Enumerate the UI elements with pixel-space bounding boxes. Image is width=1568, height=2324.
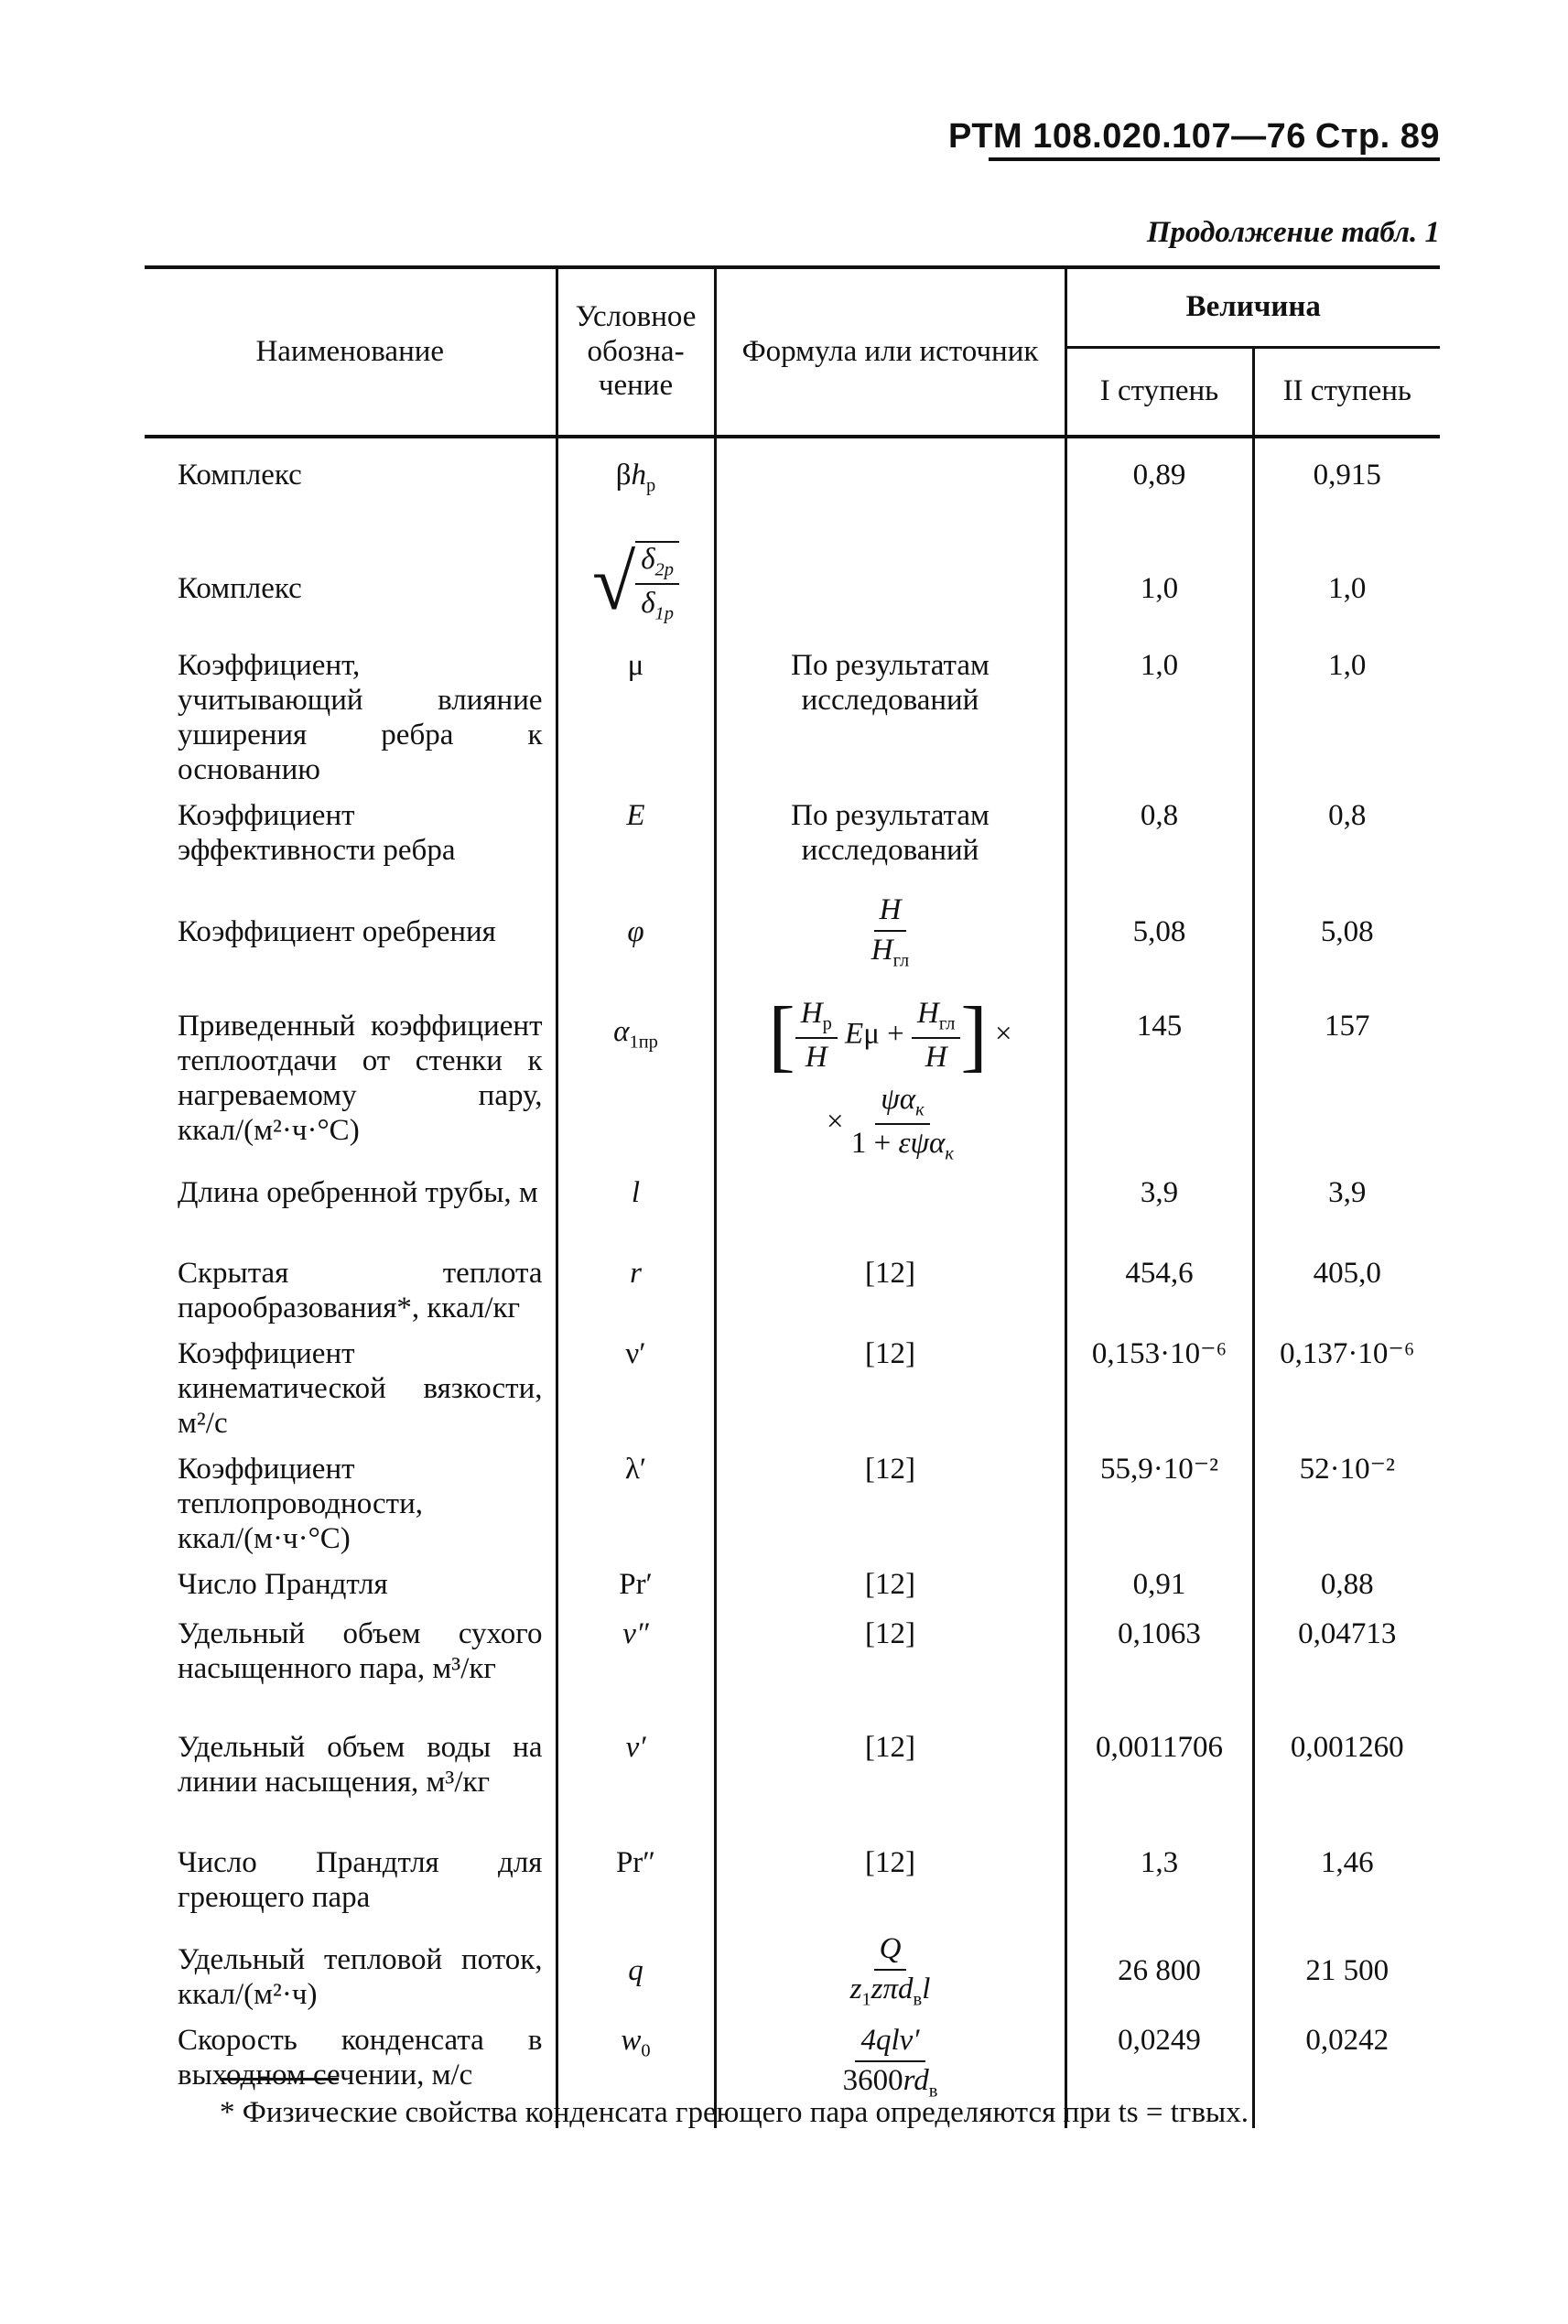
row-formula: $\frac{Q}{z_1z\pi d_вl}$ (715, 1925, 1065, 2018)
row-formula: [12] (715, 1562, 1065, 1612)
row-value-stage1: 454,6 (1065, 1251, 1253, 1332)
row-name: Комплекс (178, 459, 302, 492)
row-value-stage2: 1,46 (1253, 1841, 1440, 1925)
row-value-stage1: 0,0249 (1065, 2018, 1253, 2128)
header-formula-label: Формула или источник (741, 334, 1039, 368)
row-value-stage1: 55,9·10⁻² (1065, 1447, 1253, 1562)
parameters-table-container (145, 265, 1440, 2128)
row-value-stage2: 0,915 (1253, 437, 1440, 535)
table-continuation-label: Продолжение табл. 1 (1146, 216, 1440, 249)
row-value-stage2: 1,0 (1253, 535, 1440, 643)
row-symbol: φ (557, 878, 715, 988)
row-symbol: Pr′ (557, 1562, 715, 1612)
row-value-stage1: 0,89 (1065, 437, 1253, 535)
table-row (145, 1171, 1440, 1251)
row-value-stage2: 5,08 (1253, 878, 1440, 988)
row-symbol: v′ (557, 1725, 715, 1841)
row-name: Удельный объем сухого насыщенного пара, м³/кг (178, 1616, 543, 1685)
table-row (145, 1562, 1440, 1612)
header-symbol-label: Условное обозна-чение (575, 299, 697, 403)
row-value-stage1: 0,153·10⁻⁶ (1065, 1332, 1253, 1447)
table-row (145, 1841, 1440, 1925)
row-formula (715, 1171, 1065, 1251)
row-formula: [ $\frac{H_p}{H}$ Eμ + $\frac{H_{гл}}{H}$ ] × × $\frac{\psi\alpha_к}{1 + \varepsilon\psi\alpha_к}$ (715, 988, 1065, 1171)
header-name: Наименование (145, 267, 557, 437)
row-symbol: l (557, 1171, 715, 1251)
row-name: Коэффициент эффективности ребра (178, 798, 456, 867)
table-row (145, 643, 1440, 794)
row-symbol: q (557, 1925, 715, 2018)
row-formula (715, 437, 1065, 535)
row-formula (715, 535, 1065, 643)
row-name: Число Прандтля для греющего пара (178, 1845, 543, 1914)
row-value-stage1: 0,1063 (1065, 1612, 1253, 1725)
row-name: Коэффициент, учитывающий влияние уширения ребра к основанию (178, 649, 543, 786)
row-name: Длина оребренной трубы, м (178, 1176, 538, 1210)
row-value-stage1: 26 800 (1065, 1925, 1253, 2018)
row-value-stage2: 0,001260 (1253, 1725, 1440, 1841)
table-row (145, 535, 1440, 643)
row-formula: [12] (715, 1841, 1065, 1925)
page-header (948, 117, 1440, 157)
row-value-stage1: 145 (1065, 988, 1253, 1171)
row-value-stage1: 1,0 (1065, 535, 1253, 643)
document-code: РТМ 108.020.107—76 (947, 117, 1306, 156)
row-name: Коэффициент оребрения (178, 914, 496, 948)
row-name: Удельный объем воды на линии насыщения, м³/кг (178, 1730, 543, 1799)
row-symbol: E (557, 794, 715, 878)
header-stage-1: I ступень (1065, 348, 1253, 438)
row-value-stage2: 1,0 (1253, 643, 1440, 794)
table-row (145, 878, 1440, 988)
table-row (145, 1725, 1440, 1841)
row-value-stage1: 0,0011706 (1065, 1725, 1253, 1841)
page-number: Стр. 89 (1314, 117, 1440, 156)
row-value-stage1: 3,9 (1065, 1171, 1253, 1251)
table-row (145, 988, 1440, 1171)
row-value-stage2: 157 (1253, 988, 1440, 1171)
row-symbol: $\beta h_p$ (557, 437, 715, 535)
row-value-stage1: 0,91 (1065, 1562, 1253, 1612)
row-symbol: r (557, 1251, 715, 1332)
row-name: Приведенный коэффициент теплоотдачи от стенки к нагреваемому пару, ккал/(м²·ч·°C) (178, 1009, 543, 1147)
row-symbol: $\alpha_{1пр}$ (557, 988, 715, 1171)
row-value-stage2: 0,88 (1253, 1562, 1440, 1612)
row-formula: По результатам исследований (715, 643, 1065, 794)
footnote-text: * Физические свойства конденсата греющего пара определяются при ts = tгвых. (220, 2096, 1249, 2129)
header-formula (715, 267, 1065, 437)
row-value-stage1: 5,08 (1065, 878, 1253, 988)
row-formula: По результатам исследований (715, 794, 1065, 878)
table-row (145, 437, 1440, 535)
row-name: Скрытая теплота парообразования*, ккал/кг (178, 1257, 543, 1324)
row-symbol: λ′ (557, 1447, 715, 1562)
header-stage-2: II ступень (1253, 348, 1440, 438)
row-symbol: √ $\frac{\delta_{2p}}{\delta_{1p}}$ (557, 535, 715, 643)
row-symbol: ν′ (557, 1332, 715, 1447)
row-value-stage2: 0,04713 (1253, 1612, 1440, 1725)
footnote-rule (220, 2078, 339, 2081)
row-value-stage2: 0,8 (1253, 794, 1440, 878)
row-name: Удельный тепловой поток, ккал/(м²·ч) (178, 1942, 543, 2011)
header-value: Величина (1065, 267, 1440, 348)
row-symbol: Pr″ (557, 1841, 715, 1925)
row-formula: [12] (715, 1332, 1065, 1447)
header-symbol (557, 267, 715, 437)
table-row (145, 1612, 1440, 1725)
row-value-stage1: 1,3 (1065, 1841, 1253, 1925)
footnote (145, 2092, 1440, 2134)
row-name: Коэффициент теплопроводности, ккал/(м·ч·°C) (178, 1452, 424, 1555)
header-rule (989, 157, 1440, 161)
row-formula: [12] (715, 1251, 1065, 1332)
row-name: Число Прандтля (178, 1567, 388, 1601)
table-row (145, 1332, 1440, 1447)
row-name: Коэффициент кинематической вязкости, м²/с (178, 1337, 543, 1440)
row-name: Скорость конденсата в выходном сечении, м/с (178, 2023, 543, 2092)
row-value-stage2: 0,0242 (1253, 2018, 1440, 2128)
table-row (145, 1447, 1440, 1562)
table-row (145, 794, 1440, 878)
row-symbol: $w_0$ (557, 2018, 715, 2128)
row-value-stage1: 0,8 (1065, 794, 1253, 878)
row-value-stage2: 0,137·10⁻⁶ (1253, 1332, 1440, 1447)
row-value-stage2: 405,0 (1253, 1251, 1440, 1332)
row-value-stage1: 1,0 (1065, 643, 1253, 794)
table-row (145, 1925, 1440, 2018)
row-value-stage2: 21 500 (1253, 1925, 1440, 2018)
row-formula: $\frac{H}{H_{гл}}$ (715, 878, 1065, 988)
row-value-stage2: 3,9 (1253, 1171, 1440, 1251)
row-formula: [12] (715, 1725, 1065, 1841)
parameters-table (145, 265, 1440, 2128)
row-symbol: μ (557, 643, 715, 794)
row-formula: $\frac{\text{4qlv′}}{3600rd_в}$ (715, 2018, 1065, 2128)
row-formula: [12] (715, 1447, 1065, 1562)
row-symbol: v″ (557, 1612, 715, 1725)
row-name: Комплекс (178, 572, 302, 606)
row-value-stage2: 52·10⁻² (1253, 1447, 1440, 1562)
table-row (145, 1251, 1440, 1332)
row-formula: [12] (715, 1612, 1065, 1725)
